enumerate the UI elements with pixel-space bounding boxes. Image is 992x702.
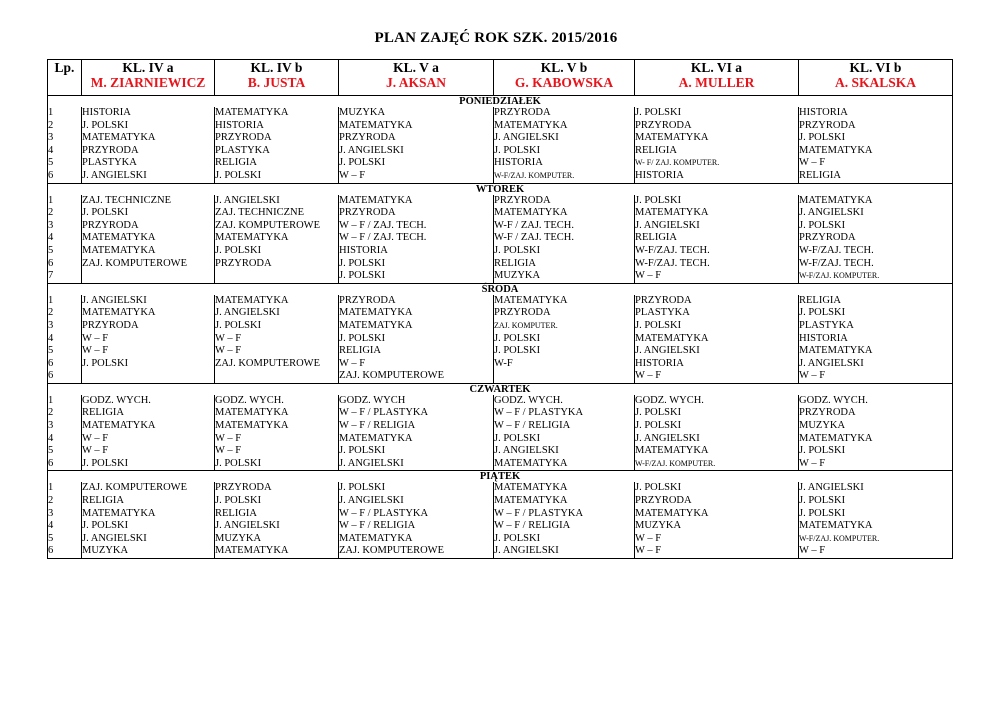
subject-entry: PRZYRODA	[799, 119, 856, 131]
subject-entry: W – F	[799, 545, 826, 557]
subject-entry: J. ANGIELSKI	[339, 144, 404, 156]
class-subjects-cell	[339, 395, 494, 471]
lesson-number: 4	[48, 520, 54, 532]
subject-entry: PRZYRODA	[799, 407, 856, 419]
subject-entry: J. ANGIELSKI	[339, 457, 404, 469]
subject-entry: PRZYRODA	[339, 294, 396, 306]
lesson-number: 4	[48, 332, 54, 344]
class-teacher: M. ZIARNIEWICZ	[90, 75, 206, 90]
subject-entry: MATEMATYKA	[215, 545, 289, 557]
class-subjects-cell	[635, 482, 799, 558]
subject-entry: PLASTYKA	[215, 144, 270, 156]
subject-entry: J. POLSKI	[494, 432, 541, 444]
class-subjects-cell	[82, 295, 215, 384]
lesson-number: 2	[48, 119, 54, 131]
subject-entry: J. ANGIELSKI	[494, 132, 559, 144]
lesson-number: 2	[48, 307, 54, 319]
lesson-number: 3	[48, 132, 54, 144]
subject-entry: PRZYRODA	[494, 307, 551, 319]
subject-entry: J. POLSKI	[494, 244, 541, 256]
class-subjects-cell	[635, 107, 799, 183]
class-subjects-cell	[494, 295, 635, 384]
subject-entry: J. ANGIELSKI	[635, 432, 700, 444]
subject-entry: J. POLSKI	[339, 270, 386, 282]
subject-entry: W – F / RELIGIA	[339, 520, 416, 532]
subject-entry: MUZYKA	[339, 107, 386, 118]
subject-entry: MATEMATYKA	[82, 507, 156, 519]
day-name: CZWARTEK	[48, 383, 953, 395]
subject-entry: W – F	[215, 432, 242, 444]
subject-entry: J. ANGIELSKI	[339, 495, 404, 507]
subject-entry: W-F/ZAJ. KOMPUTER.	[799, 533, 880, 543]
subject-entry: J. POLSKI	[215, 457, 262, 469]
subject-entry: W – F	[339, 169, 366, 181]
subject-entry: ZAJ. KOMPUTEROWE	[339, 370, 444, 382]
subject-entry: J. POLSKI	[339, 157, 386, 169]
subject-entry: MATEMATYKA	[82, 132, 156, 144]
subject-entry: MATEMATYKA	[799, 345, 873, 357]
class-subjects-cell	[215, 395, 339, 471]
subject-entry: ZAJ. KOMPUTER.	[494, 320, 558, 330]
subject-entry: J. POLSKI	[215, 169, 262, 181]
subject-entry: MATEMATYKA	[799, 194, 873, 206]
subject-entry: HISTORIA	[799, 107, 848, 118]
subject-entry: J. ANGIELSKI	[494, 545, 559, 557]
subject-entry: MATEMATYKA	[494, 294, 568, 306]
subject-entry: J. ANGIELSKI	[635, 219, 700, 231]
lesson-number: 2	[48, 407, 54, 419]
day-name: WTOREK	[48, 183, 953, 195]
subject-entry: MATEMATYKA	[82, 232, 156, 244]
subject-entry: RELIGIA	[82, 495, 124, 507]
subject-entry: W – F	[799, 157, 826, 169]
subject-entry: J. POLSKI	[799, 307, 846, 319]
subject-entry: J. POLSKI	[494, 532, 541, 544]
class-teacher: A. MULLER	[678, 75, 755, 90]
subject-entry: MATEMATYKA	[215, 232, 289, 244]
subject-entry: W – F	[799, 457, 826, 469]
subject-entry: HISTORIA	[339, 244, 388, 256]
subject-entry: W – F	[82, 445, 109, 457]
class-subjects-cell	[799, 195, 953, 284]
subject-entry: W-F	[494, 357, 513, 369]
lesson-number: 1	[48, 194, 54, 206]
subject-entry: PLASTYKA	[799, 319, 854, 331]
class-teacher: A. SKALSKA	[834, 75, 917, 90]
subject-entry: W – F	[799, 370, 826, 382]
subject-entry: J. ANGIELSKI	[799, 207, 864, 219]
subject-entry: MATEMATYKA	[339, 194, 413, 206]
class-subjects-cell	[339, 107, 494, 183]
subject-entry: W – F / PLASTYKA	[339, 507, 429, 519]
subject-entry: W-F / ZAJ. TECH.	[494, 219, 575, 231]
day-lessons-row	[48, 195, 953, 284]
subject-entry: GODZ. WYCH.	[635, 394, 704, 406]
class-subjects-cell	[215, 107, 339, 183]
day-header-row	[48, 283, 953, 295]
subject-entry: MATEMATYKA	[494, 119, 568, 131]
subject-entry: MATEMATYKA	[215, 407, 289, 419]
subject-entry: MATEMATYKA	[799, 144, 873, 156]
lesson-number: 6	[48, 257, 54, 269]
subject-entry: MATEMATYKA	[215, 420, 289, 432]
subject-entry: HISTORIA	[799, 332, 848, 344]
subject-entry: W – F	[635, 270, 662, 282]
lesson-number: 6	[48, 457, 54, 469]
subject-entry: RELIGIA	[215, 157, 257, 169]
class-subjects-cell	[494, 195, 635, 284]
class-subjects-cell	[799, 295, 953, 384]
lesson-number: 3	[48, 219, 54, 231]
subject-entry: W – F	[215, 445, 242, 457]
class-header-via	[635, 60, 799, 96]
subject-entry: ZAJ. KOMPUTEROWE	[215, 219, 320, 231]
class-subjects-cell	[339, 482, 494, 558]
subject-entry: ZAJ. KOMPUTEROWE	[82, 482, 187, 494]
subject-entry: MATEMATYKA	[635, 507, 709, 519]
class-teacher: B. JUSTA	[247, 75, 306, 90]
lesson-numbers	[48, 395, 82, 471]
subject-entry: J. POLSKI	[635, 482, 682, 494]
subject-entry: RELIGIA	[799, 169, 841, 181]
subject-entry: MATEMATYKA	[82, 420, 156, 432]
class-name: KL. VI b	[849, 60, 902, 75]
subject-entry: MATEMATYKA	[339, 319, 413, 331]
schedule-table	[47, 59, 953, 559]
subject-entry: RELIGIA	[494, 257, 536, 269]
lesson-number: 6	[48, 545, 54, 557]
class-subjects-cell	[494, 107, 635, 183]
subject-entry: GODZ. WYCH.	[82, 394, 151, 406]
subject-entry: PRZYRODA	[635, 294, 692, 306]
class-name: KL. IV a	[122, 60, 174, 75]
class-name: KL. IV b	[250, 60, 303, 75]
subject-entry: PRZYRODA	[635, 119, 692, 131]
subject-entry: J. POLSKI	[635, 319, 682, 331]
subject-entry: J. POLSKI	[635, 107, 682, 118]
lesson-number: 5	[48, 532, 54, 544]
subject-entry: J. ANGIELSKI	[82, 532, 147, 544]
subject-entry: MATEMATYKA	[494, 457, 568, 469]
lesson-number: 2	[48, 495, 54, 507]
class-subjects-cell	[799, 395, 953, 471]
lesson-number: 5	[48, 445, 54, 457]
subject-entry: J. POLSKI	[339, 482, 386, 494]
day-name: ŚRODA	[48, 283, 953, 295]
subject-entry: ZAJ. TECHNICZNE	[215, 207, 305, 219]
subject-entry: J. POLSKI	[799, 219, 846, 231]
subject-entry: W-F/ZAJ. KOMPUTER.	[635, 458, 716, 468]
lesson-numbers	[48, 107, 82, 183]
subject-entry: MATEMATYKA	[635, 207, 709, 219]
subject-entry: J. POLSKI	[82, 119, 129, 131]
lesson-number: 4	[48, 232, 54, 244]
subject-entry: W – F	[82, 332, 109, 344]
subject-entry: W – F / PLASTYKA	[494, 507, 584, 519]
subject-entry: MATEMATYKA	[82, 244, 156, 256]
subject-entry: W – F	[215, 345, 242, 357]
day-name: PONIEDZIAŁEK	[48, 96, 953, 108]
lesson-number: 7	[48, 270, 54, 282]
lesson-number: 4	[48, 432, 54, 444]
day-lessons-row	[48, 107, 953, 183]
subject-entry: MATEMATYKA	[494, 482, 568, 494]
subject-entry: J. POLSKI	[82, 457, 129, 469]
class-name: KL. V a	[393, 60, 439, 75]
subject-entry: W – F / ZAJ. TECH.	[339, 219, 427, 231]
class-subjects-cell	[799, 107, 953, 183]
subject-entry: MUZYKA	[215, 532, 262, 544]
subject-entry: MATEMATYKA	[635, 132, 709, 144]
lesson-number: 2	[48, 207, 54, 219]
page-title: PLAN ZAJĘĆ ROK SZK. 2015/2016	[374, 30, 618, 46]
subject-entry: W – F / RELIGIA	[339, 420, 416, 432]
class-teacher: J. AKSAN	[385, 75, 446, 90]
lesson-number: 6	[48, 169, 54, 181]
subject-entry: W-F / ZAJ. TECH.	[494, 232, 575, 244]
subject-entry: W-F/ZAJ. TECH.	[635, 257, 710, 269]
subject-entry: MATEMATYKA	[215, 107, 289, 118]
lesson-number: 4	[48, 144, 54, 156]
subject-entry: J. ANGIELSKI	[215, 520, 280, 532]
day-header-row	[48, 471, 953, 483]
subject-entry: HISTORIA	[215, 119, 264, 131]
subject-entry: PLASTYKA	[82, 157, 137, 169]
subject-entry: J. POLSKI	[82, 207, 129, 219]
subject-entry: MATEMATYKA	[799, 520, 873, 532]
subject-entry: MATEMATYKA	[339, 532, 413, 544]
subject-entry: W – F	[215, 332, 242, 344]
class-subjects-cell	[215, 482, 339, 558]
subject-entry: J. ANGIELSKI	[799, 482, 864, 494]
subject-entry: J. ANGIELSKI	[799, 357, 864, 369]
subject-entry: ZAJ. KOMPUTEROWE	[82, 257, 187, 269]
subject-entry: J. POLSKI	[215, 319, 262, 331]
subject-entry: GODZ. WYCH.	[215, 394, 284, 406]
class-header-vb	[494, 60, 635, 96]
subject-entry: MUZYKA	[494, 270, 541, 282]
subject-entry: MATEMATYKA	[494, 495, 568, 507]
lesson-number: 3	[48, 420, 54, 432]
class-subjects-cell	[339, 295, 494, 384]
lesson-numbers	[48, 295, 82, 384]
schedule-body	[48, 96, 953, 559]
subject-entry: W – F / RELIGIA	[494, 420, 571, 432]
subject-entry: HISTORIA	[82, 107, 131, 118]
subject-entry: W – F / RELIGIA	[494, 520, 571, 532]
subject-entry: J. POLSKI	[494, 345, 541, 357]
class-subjects-cell	[82, 195, 215, 284]
subject-entry: J. POLSKI	[799, 132, 846, 144]
subject-entry: J. POLSKI	[494, 332, 541, 344]
class-subjects-cell	[82, 107, 215, 183]
subject-entry: J. POLSKI	[799, 507, 846, 519]
subject-entry: J. POLSKI	[215, 495, 262, 507]
subject-entry: W – F / PLASTYKA	[494, 407, 584, 419]
class-subjects-cell	[635, 395, 799, 471]
lesson-number: 6	[48, 370, 54, 382]
day-header-row	[48, 183, 953, 195]
day-name: PIĄTEK	[48, 471, 953, 483]
subject-entry: J. ANGIELSKI	[82, 169, 147, 181]
class-header-vib	[799, 60, 953, 96]
subject-entry: ZAJ. KOMPUTEROWE	[215, 357, 320, 369]
subject-entry: PRZYRODA	[82, 319, 139, 331]
subject-entry: MATEMATYKA	[339, 119, 413, 131]
subject-entry: GODZ. WYCH	[339, 394, 406, 406]
subject-entry: MATEMATYKA	[799, 432, 873, 444]
subject-entry: PRZYRODA	[339, 132, 396, 144]
class-subjects-cell	[799, 482, 953, 558]
subject-entry: J. POLSKI	[82, 357, 129, 369]
subject-entry: J. POLSKI	[215, 244, 262, 256]
class-subjects-cell	[494, 395, 635, 471]
lesson-numbers	[48, 482, 82, 558]
subject-entry: J. POLSKI	[339, 445, 386, 457]
lesson-number: 5	[48, 244, 54, 256]
class-subjects-cell	[339, 195, 494, 284]
class-subjects-cell	[494, 482, 635, 558]
subject-entry: PRZYRODA	[339, 207, 396, 219]
subject-entry: PRZYRODA	[82, 219, 139, 231]
subject-entry: HISTORIA	[635, 357, 684, 369]
subject-entry: J. POLSKI	[339, 257, 386, 269]
lesson-number: 5	[48, 345, 54, 357]
subject-entry: PRZYRODA	[215, 482, 272, 494]
subject-entry: J. ANGIELSKI	[82, 294, 147, 306]
subject-entry: J. POLSKI	[82, 520, 129, 532]
day-lessons-row	[48, 482, 953, 558]
subject-entry: J. POLSKI	[494, 144, 541, 156]
subject-entry: J. ANGIELSKI	[494, 445, 559, 457]
subject-entry: RELIGIA	[339, 345, 381, 357]
subject-entry: PRZYRODA	[215, 132, 272, 144]
subject-entry: W – F / PLASTYKA	[339, 407, 429, 419]
subject-entry: W – F	[635, 545, 662, 557]
class-name: KL. VI a	[690, 60, 743, 75]
subject-entry: RELIGIA	[635, 144, 677, 156]
lesson-number: 1	[48, 294, 54, 306]
subject-entry: W-F/ZAJ. TECH.	[799, 257, 874, 269]
class-subjects-cell	[215, 195, 339, 284]
subject-entry: RELIGIA	[82, 407, 124, 419]
subject-entry: PRZYRODA	[82, 144, 139, 156]
subject-entry: J. ANGIELSKI	[635, 345, 700, 357]
lesson-numbers	[48, 195, 82, 284]
subject-entry: W – F	[82, 432, 109, 444]
subject-entry: W – F / ZAJ. TECH.	[339, 232, 427, 244]
class-header-ivb	[215, 60, 339, 96]
subject-entry: W-F/ZAJ. KOMPUTER.	[799, 271, 880, 281]
subject-entry: PRZYRODA	[799, 232, 856, 244]
lesson-number: 6	[48, 357, 54, 369]
day-lessons-row	[48, 295, 953, 384]
day-header-row	[48, 383, 953, 395]
class-header-row	[48, 60, 953, 96]
class-subjects-cell	[215, 295, 339, 384]
lp-header: Lp.	[48, 60, 82, 96]
lesson-number: 1	[48, 107, 54, 118]
class-name: KL. V b	[540, 60, 588, 75]
subject-entry: MATEMATYKA	[494, 207, 568, 219]
subject-entry: RELIGIA	[215, 507, 257, 519]
subject-entry: PRZYRODA	[494, 194, 551, 206]
subject-entry: J. POLSKI	[635, 420, 682, 432]
lesson-number: 5	[48, 157, 54, 169]
subject-entry: W – F	[635, 532, 662, 544]
lesson-number: 3	[48, 319, 54, 331]
subject-entry: W – F	[635, 370, 662, 382]
class-header-va	[339, 60, 494, 96]
subject-entry: W-F/ZAJ. TECH.	[635, 244, 710, 256]
subject-entry: W- F/ ZAJ. KOMPUTER.	[635, 158, 720, 168]
subject-entry: W-F/ZAJ. TECH.	[799, 244, 874, 256]
class-subjects-cell	[635, 195, 799, 284]
subject-entry: MUZYKA	[82, 545, 129, 557]
subject-entry: PRZYRODA	[494, 107, 551, 118]
class-teacher: G. KABOWSKA	[514, 75, 614, 90]
subject-entry: MATEMATYKA	[635, 445, 709, 457]
subject-entry: W – F	[82, 345, 109, 357]
class-subjects-cell	[82, 482, 215, 558]
subject-entry: J. POLSKI	[339, 332, 386, 344]
subject-entry: HISTORIA	[494, 157, 543, 169]
subject-entry: MUZYKA	[799, 420, 846, 432]
lesson-number: 3	[48, 507, 54, 519]
subject-entry: J. ANGIELSKI	[215, 307, 280, 319]
lesson-number: 1	[48, 394, 54, 406]
class-subjects-cell	[82, 395, 215, 471]
subject-entry: J. ANGIELSKI	[215, 194, 280, 206]
class-subjects-cell	[635, 295, 799, 384]
subject-entry: RELIGIA	[799, 294, 841, 306]
subject-entry: ZAJ. TECHNICZNE	[82, 194, 172, 206]
subject-entry: PRZYRODA	[215, 257, 272, 269]
subject-entry: ZAJ. KOMPUTEROWE	[339, 545, 444, 557]
subject-entry: PRZYRODA	[635, 495, 692, 507]
subject-entry: J. POLSKI	[635, 407, 682, 419]
subject-entry: PLASTYKA	[635, 307, 690, 319]
lesson-number: 1	[48, 482, 54, 494]
subject-entry: HISTORIA	[635, 169, 684, 181]
subject-entry: GODZ. WYCH.	[494, 394, 563, 406]
subject-entry: W – F	[339, 357, 366, 369]
subject-entry: J. POLSKI	[799, 445, 846, 457]
subject-entry: MATEMATYKA	[635, 332, 709, 344]
subject-entry: MATEMATYKA	[339, 432, 413, 444]
subject-entry: RELIGIA	[635, 232, 677, 244]
day-header-row	[48, 96, 953, 108]
subject-entry: MATEMATYKA	[215, 294, 289, 306]
subject-entry: GODZ. WYCH.	[799, 394, 868, 406]
day-lessons-row	[48, 395, 953, 471]
subject-entry: MATEMATYKA	[339, 307, 413, 319]
subject-entry: MUZYKA	[635, 520, 682, 532]
subject-entry: J. POLSKI	[635, 194, 682, 206]
class-header-iva	[82, 60, 215, 96]
subject-entry: J. POLSKI	[799, 495, 846, 507]
subject-entry: MATEMATYKA	[82, 307, 156, 319]
subject-entry: W-F/ZAJ. KOMPUTER.	[494, 170, 575, 180]
